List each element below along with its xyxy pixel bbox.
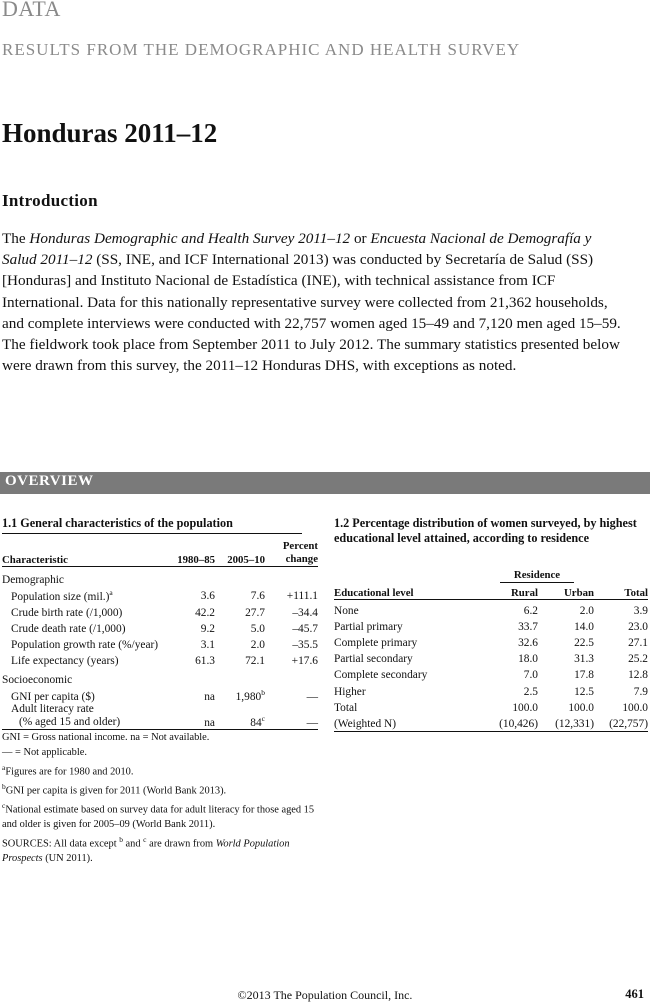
survey-title-spanish: Encuesta Nacional de Demografía y Salud 2011–12: [2, 230, 592, 269]
col-rural: Rural: [480, 583, 538, 600]
table-row: Complete primary 32.6 22.5 27.1: [334, 636, 648, 649]
table-row: Partial secondary 18.0 31.3 25.2: [334, 653, 648, 666]
table-row: Crude death rate (/1,000) 9.2 5.0 –45.7: [11, 622, 318, 635]
table-row: Life expectancy (years) 61.3 72.1 +17.6: [11, 655, 318, 668]
group-demographic: Demographic: [2, 574, 64, 587]
table-1-1-caption: 1.1 General characteristics of the population: [2, 516, 302, 534]
survey-title: Honduras Demographic and Health Survey 2011–12: [29, 230, 351, 247]
table-row: Population growth rate (%/year) 3.1 2.0 –35.5: [11, 638, 318, 651]
table-row: Population size $(mil.)^a$ 3.6 7.6 +111.1: [11, 587, 318, 603]
col-2005-10: 2005–10: [215, 540, 265, 567]
table-1-2-rule: [334, 731, 648, 732]
page-title: Honduras 2011–12: [2, 118, 218, 148]
table-row: GNI per capita ($) na 1,980$^b$ —: [11, 687, 318, 703]
table-row: (Weighted N) (10,426) (12,331) (22,757): [334, 717, 648, 730]
col-total: Total: [594, 583, 648, 600]
section-label: DATA: [2, 0, 61, 21]
residence-header: Residence: [500, 569, 574, 583]
table-row: Adult literacy rate (% aged 15 and older) na 84$^c$ —: [11, 702, 318, 729]
group-socioeconomic: Socioeconomic: [2, 674, 73, 687]
table-row: Crude birth rate (/1,000) 42.2 27.7 –34.4: [11, 606, 318, 619]
table-row: Complete secondary 7.0 17.8 12.8: [334, 669, 648, 682]
introduction-paragraph: The Honduras Demographic and Health Survey 2011–12 or Encuesta Nacional de Demografía y Salud 2011–12 (SS, INE, and ICF International 2013) was conducted by Secretaría de Salud (SS) [Honduras] and Instituto Nacional de Estadística (INE), with technical assistance from ICF International. Data for this nationally representative survey were collected from 21,362 households, and complete interviews were conducted with 22,757 women aged 15–49 and 7,120 men aged 15–59. The fieldwork took place from September 2011 to July 2012. The summary statistics presented below were drawn from this survey, the 2011–12 Honduras DHS, with exceptions as noted.: [2, 230, 621, 375]
table-row: Total 100.0 100.0 100.0: [334, 701, 648, 714]
table-1-1-rule: [2, 729, 318, 730]
copyright-footer: ©2013 The Population Council, Inc.: [237, 988, 413, 1002]
table-1-2: [334, 567, 648, 730]
page-number: 461: [625, 987, 644, 1001]
table-row: Partial primary 33.7 14.0 23.0: [334, 620, 648, 633]
introduction-heading: Introduction: [2, 191, 98, 210]
table-1-1-notes: GNI = Gross national income. na = Not available. — = Not applicable. $^a$Figures are for 1980 and 2010. $^b$GNI per capita is given for 2011 (World Bank 2013). $^c$National estimate based on survey data for adult literacy for those aged 15 and older is given for 2005–09 (World Bank 2011). SOURCES: All data except $^b$ and $^c$ are drawn from World Population Prospects (UN 2011).: [2, 732, 315, 865]
col-characteristic: Characteristic: [2, 540, 164, 567]
section-subheading: RESULTS FROM THE DEMOGRAPHIC AND HEALTH SURVEY: [2, 40, 521, 59]
table-row: Higher 2.5 12.5 7.9: [334, 685, 648, 698]
table-1-2-caption: 1.2 Percentage distribution of women surveyed, by highest educational level attained, according to residence: [334, 516, 637, 545]
col-1980-85: 1980–85: [164, 540, 215, 567]
overview-banner: OVERVIEW: [0, 472, 650, 494]
col-urban: Urban: [538, 583, 594, 600]
table-row: None 6.2 2.0 3.9: [334, 604, 648, 617]
col-percent-change: Percent change: [265, 540, 318, 567]
table-1-1: [2, 540, 318, 729]
col-educational-level: Educational level: [334, 583, 480, 600]
